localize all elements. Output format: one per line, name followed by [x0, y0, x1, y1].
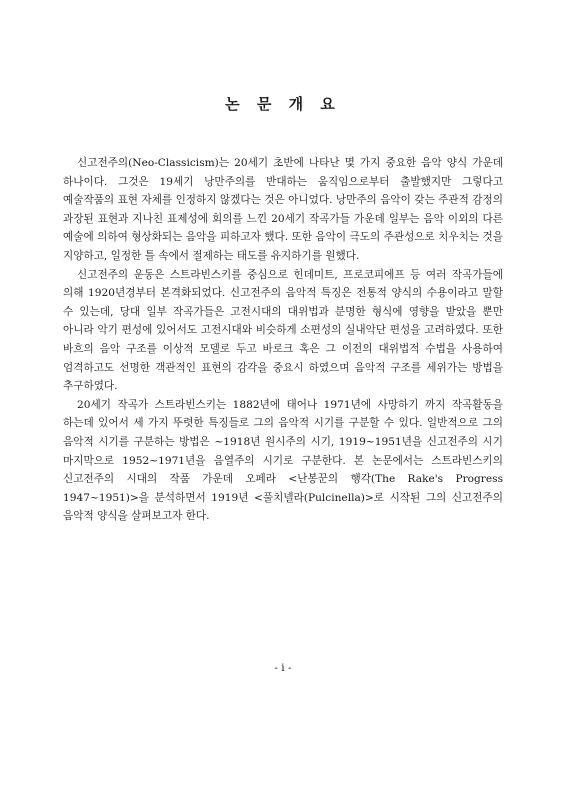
abstract-paragraph-3: 20세기 작곡가 스트라빈스키는 1882년에 태어나 1971년에 사망하기 까지 작곡활동을 하는데 있어서 세 가지 뚜렷한 특징들로 그의 음악적 시기를 구분할 수 있다. 일반적으로 그의 음악적 시기를 구분하는 방법은 ~1918년 원시주의 시기, 1919~1951년을 신고전주의 시기 마지막으로 1952~1971년을 음열주의 시기로 구분한다. 본 논문에서는 스트라빈스키의 신고전주의 시대의 작품 가운데 오페라 <난봉꾼의 행각(The Rake's Progress 1947~1951)>을 분석하면서 1919년 <풀치넬라(Pulcinella)>로 시작된 그의 신고전주의 음악적 양식을 살펴보고자 한다. [63, 398, 503, 523]
abstract-paragraph-2: 신고전주의 운동은 스트라빈스키를 중심으로 힌데미트, 프로코피에프 등 여러 작곡가들에 의해 1920년경부터 본격화되었다. 신고전주의 음악적 특징은 전통적 양식의 수용이라고 말할 수 있는데, 당대 일부 작곡가들은 고전시대의 대위법과 분명한 형식에 영향을 받았을 뿐만 아니라 악기 편성에 있어서도 고전시대와 비슷하게 소편성의 실내악단 편성을 고려하였다. 또한 바흐의 음악 구조를 이상적 모델로 두고 바로크 혹은 그 이전의 대위법적 수법을 사용하여 엄격하고도 선명한 객관적인 표현의 감각을 중요시 하였으며 음악적 구조를 세위가는 방법을 추구하였다. [63, 268, 503, 393]
page-number: - i - [274, 662, 292, 674]
abstract-body [63, 154, 503, 526]
document-title: 논 문 개 요 [225, 95, 341, 113]
abstract-paragraph-1: 신고전주의(Neo-Classicism)는 20세기 초반에 나타난 몇 가지 중요한 음악 양식 가운데 하나이다. 그것은 19세기 낭만주의를 반대하는 움직임으로부터 출발했지만 그렇다고 예술작품의 표현 자체를 인정하지 않겠다는 것은 아니었다. 낭만주의 음악이 갖는 주관적 감정의 과장된 표현과 지나친 표제성에 회의를 느낀 20세기 작곡가들 가운데 일부는 음악 이외의 다른 예술에 의하여 형상화되는 음악을 피하고자 했다. 또한 음악이 극도의 주관성으로 치우치는 것을 지양하고, 일정한 틀 속에서 절제하는 태도를 유지하기를 원했다. [63, 157, 503, 262]
